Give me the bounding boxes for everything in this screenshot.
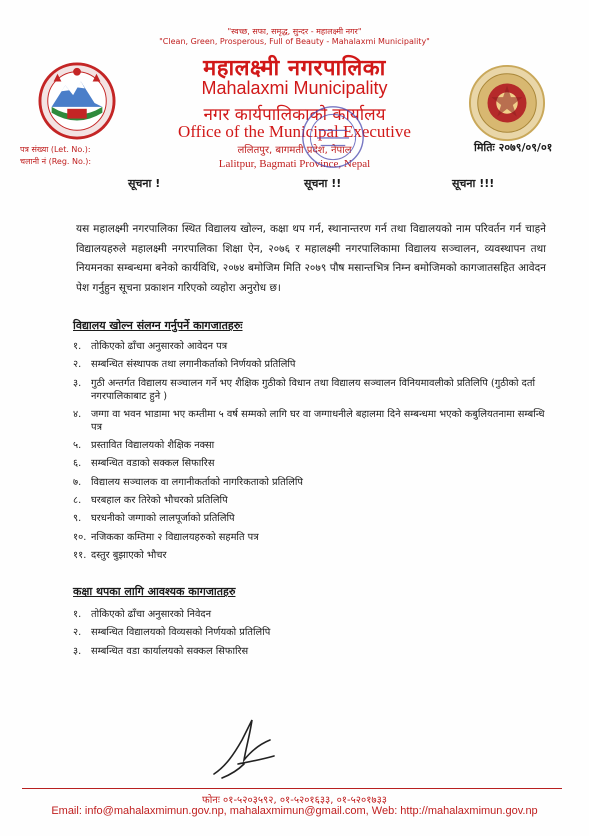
motto-english: "Clean, Green, Prosperous, Full of Beauty - Mahalaxmi Municipality" (159, 37, 430, 46)
notice-heading-2: सूचना !! (304, 177, 342, 190)
list-item: ८. घरबहाल कर तिरेको भौचरको प्रतिलिपि (73, 495, 228, 507)
office-title-english: Office of the Municipal Executive (178, 122, 411, 141)
list-item: ९. घरधनीको जग्गाको लालपूर्जाको प्रतिलिपि (73, 513, 235, 525)
signature (208, 714, 280, 784)
address-nepali: ललितपुर, बागमती प्रदेश, नेपाल (237, 145, 352, 156)
document-date: मितिः २०७९/०९/०१ (474, 141, 553, 154)
section-title-school-opening: विद्यालय खोल्न संलग्न गर्नुपर्ने कागजातहरुः (73, 319, 243, 332)
footer-contact: Email: info@mahalaxmimun.gov.np, mahalaxmimun@gmail.com, Web: http://mahalaxmimun.gov.np (51, 805, 538, 817)
notice-paragraph: यस महालक्ष्मी नगरपालिका स्थित विद्यालय खोल्न, कक्षा थप गर्न, स्थानान्तरण गर्न तथा विद्यालयको नाम परिवर्तन गर्न चाहने विद्यालयहरुले महालक्ष्मी नगरपालिका शिक्षा ऐन, २०७६ र महालक्ष्मी नगरपालिकामा विद्यालय सञ्चालन, व्यवस्थापन तथा नियमनका सम्बन्धमा बनेको कार्यविधि, २०७४ बमोजिम मिति २०७९ पौष मसान्तभित्र निम्न बमोजिमको कागजातसहित आवेदन पेश गर्नुहुन सूचना प्रकाशन गरिएको व्यहोरा अनुरोध छ। (76, 223, 546, 294)
notice-heading-1: सूचना ! (128, 177, 161, 190)
notice-heading-3: सूचना !!! (452, 177, 495, 190)
letter-number-label: पत्र संख्या (Let. No.): (20, 145, 91, 154)
motto-nepali: "स्वच्छ, सफा, समृद्ध, सुन्दर - महालक्ष्मी नगर" (227, 27, 362, 36)
footer-divider (22, 788, 562, 789)
class-addition-documents-list (73, 608, 553, 663)
list-item: ३. गुठी अन्तर्गत विद्यालय सञ्चालन गर्ने भए शैक्षिक गुठीको विधान तथा विद्यालय सञ्चालन विनियमावलीको प्रतिलिपि (गुठीको दर्ता नगरपालिकाबाट हुने ) (73, 377, 535, 402)
list-item: ११. दस्तुर बुझाएको भौचर (73, 549, 167, 561)
municipality-title-english: Mahalaxmi Municipality (201, 78, 388, 98)
list-item: २. सम्बन्धित विद्यालयको विव्यसको निर्णयको प्रतिलिपि (73, 627, 271, 639)
list-item: ६. सम्बन्धित वडाको सक्कल सिफारिस (73, 458, 215, 470)
footer-phone: फोनः ०१-५२०३५९२, ०१-५२०१६३३, ०१-५२०१७३३ (202, 795, 387, 806)
office-stamp-icon (300, 104, 366, 170)
school-opening-documents-list (73, 340, 553, 567)
section-title-class-addition: कक्षा थपका लागि आवश्यक कागजातहरु (73, 585, 236, 598)
list-item: १०. नजिकका कम्तिमा २ विद्यालयहरुको सहमति पत्र (73, 531, 259, 543)
list-item: १. तोकिएको ढाँचा अनुसारको निवेदन (73, 609, 212, 620)
list-item: ४. जग्गा वा भवन भाडामा भए कम्तीमा ५ वर्ष सम्मको लागि घर वा जग्गाधनीले बहालमा दिने सम्बन्धमा भएको कबुलियतनामा सम्बन्धि पत्र (73, 408, 545, 433)
address-english: Lalitpur, Bagmati Province, Nepal (218, 158, 371, 170)
municipality-title-nepali: महालक्ष्मी नगरपालिका (203, 56, 386, 81)
list-item: ३. सम्बन्धित वडा कार्यालयको सक्कल सिफारिस (73, 645, 249, 657)
list-item: ५. प्रस्तावित विद्यालयको शैक्षिक नक्सा (73, 440, 215, 452)
list-item: २. सम्बन्धित संस्थापक तथा लगानीकर्ताको निर्णयको प्रतिलिपि (73, 359, 296, 371)
nepal-emblem-icon (38, 62, 116, 140)
municipality-logo-icon (468, 64, 546, 142)
list-item: ७. विद्यालय सञ्चालक वा लगानीकर्ताको नागरिकताको प्रतिलिपि (73, 476, 303, 488)
registration-number-label: चलानी नं (Reg. No.): (20, 157, 92, 166)
list-item: १. तोकिएको ढाँचा अनुसारको आवेदन पत्र (73, 341, 228, 352)
office-title-nepali: नगर कार्यपालिकाको कार्यालय (203, 105, 386, 125)
